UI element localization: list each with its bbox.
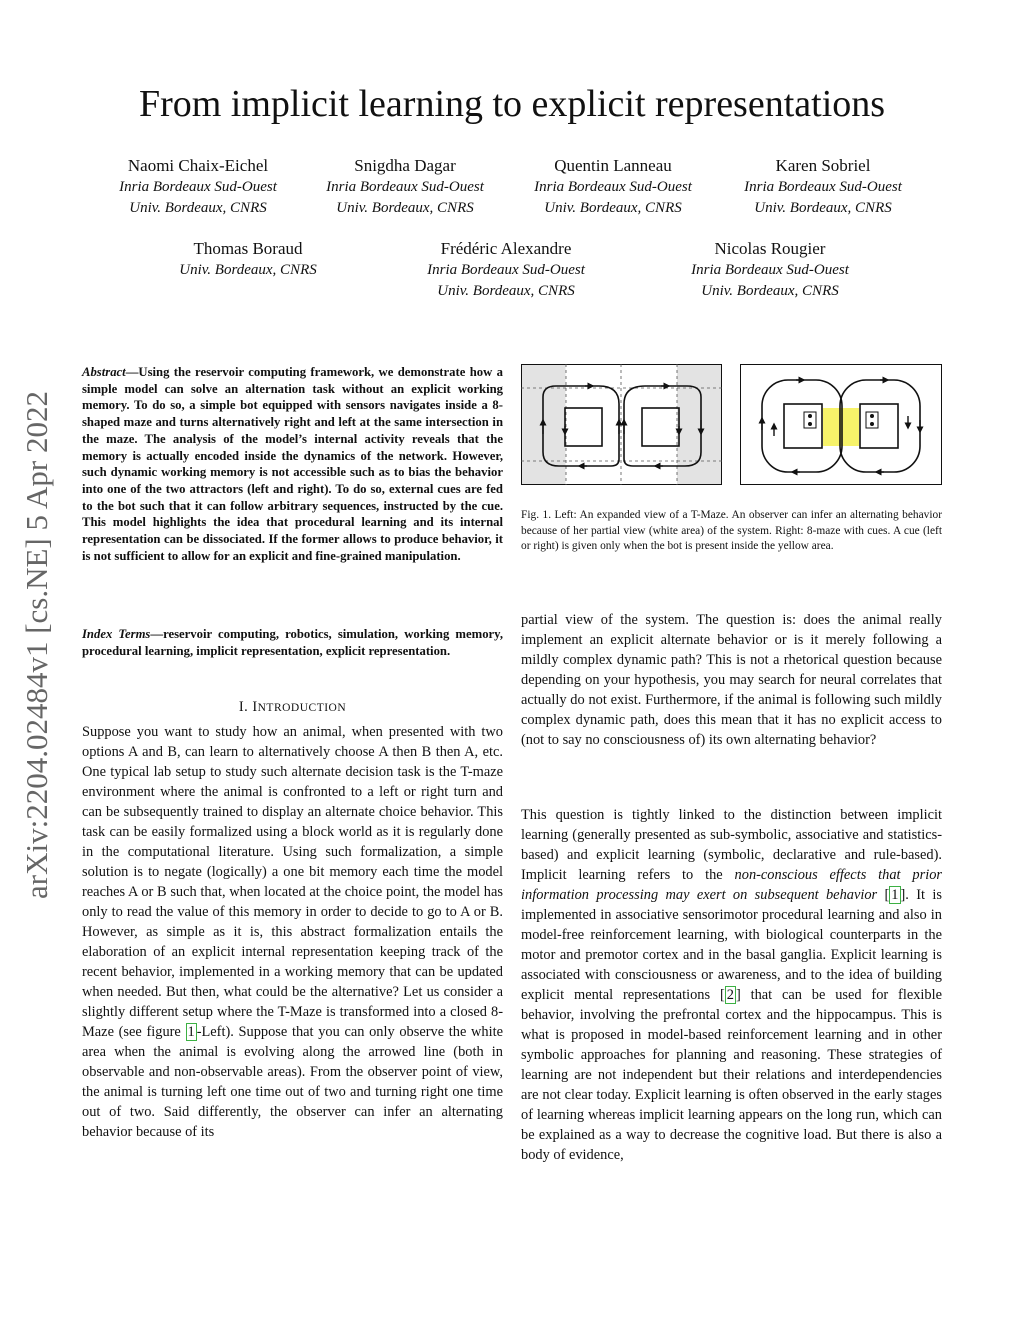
text-segment: This question is tightly linked to the distinction between implicit learning (generally presented as sub-symbolic, associative and statistics-based) and explicit learning (symbolic, declarative and rule-based). Implicit learning refers to the (521, 807, 942, 883)
author-block (660, 238, 880, 302)
intro-text-2: -Left). Suppose that you can only observe the white area when the animal is evolving along the arrowed line (both in observable and non-observable areas). From the observer point of view, the animal is turning left one time out of two and turning right one time out of two. Said differently, the observer can infer an alternating behavior because of its (82, 1024, 503, 1140)
citation-link-2[interactable]: 2 (726, 987, 734, 1003)
index-terms (82, 626, 503, 659)
author-block (88, 155, 308, 219)
author-name: Quentin Lanneau (554, 156, 672, 175)
author-affiliation: Inria Bordeaux Sud-Ouest (534, 179, 692, 195)
abstract-lead: Abstract (82, 365, 126, 379)
author-affiliation: Univ. Bordeaux, CNRS (129, 200, 267, 216)
author-block (713, 155, 933, 219)
author-affiliation: Inria Bordeaux Sud-Ouest (326, 179, 484, 195)
figure-reference-link[interactable]: 1 (187, 1024, 195, 1040)
citation-link-1[interactable]: 1 (891, 887, 899, 903)
author-name: Karen Sobriel (775, 156, 871, 175)
author-affiliation: Univ. Bordeaux, CNRS (754, 200, 892, 216)
intro-text-1: Suppose you want to study how an animal, when presented with two options A and B, can learn to alternatively choose A then B then A, etc. One typical lab setup to study such alternate decision task is the T-maze environment where the animal is confronted to a left or right turn and can be subsequently trained to display an alternate choice behavior. This task can be easily formalized using a block world as it is regularly done in the computational literature. Using such formalization, a simple solution is to negate (logically) a one bit memory each time the model reaches A or B such that, when located at the choice point, the model has only to read the value of this memory in order to decide to go to A or B. However, as simple as it is, this abstract formalization entails the elaboration of an explicit internal representation keeping track of the recent behavior, implemented in a working memory that can be updated when needed. But then, what could be the alternative? Let us consider a slightly different setup where the T-Maze is transformed into a closed 8-Maze (see figure (82, 724, 503, 1040)
author-name: Frédéric Alexandre (440, 239, 572, 258)
author-block (138, 238, 358, 281)
author-affiliation: Univ. Bordeaux, CNRS (336, 200, 474, 216)
paper-title: From implicit learning to explicit representations (138, 83, 886, 125)
right-paragraph-1: partial view of the system. The question is: does the animal really implement an explicit alternate behavior or is it merely following a mildly complex dynamic path? This is not a rhetorical question because depending on your hypothesis, you may search for neural correlates that actually do not exist. Furthermore, if the animal is following such mildly complex dynamic path, does this mean that it has no explicit access to (not to say no consciousness of) its own alternating behavior? (521, 612, 942, 748)
section-title-rest: NTRODUCTION (257, 702, 347, 714)
right-paragraph-2 (521, 805, 942, 1165)
author-name: Snigdha Dagar (354, 156, 456, 175)
eight-maze-figure (740, 364, 942, 485)
italic-segment: non-conscious effects that prior information processing may exert on subsequent behavior (521, 867, 942, 903)
arxiv-identifier (12, 360, 62, 930)
intro-paragraph (82, 722, 503, 1142)
author-block (295, 155, 515, 219)
figure-caption: Fig. 1. Left: An expanded view of a T-Maze. An observer can infer an alternating behavior because of her partial view (white area) of the system. Right: 8-maze with cues. A cue (left or right) is given only when the bot is present inside the yellow area. (521, 509, 942, 553)
author-affiliation: Univ. Bordeaux, CNRS (701, 283, 839, 299)
author-affiliation: Inria Bordeaux Sud-Ouest (691, 262, 849, 278)
author-affiliation: Inria Bordeaux Sud-Ouest (119, 179, 277, 195)
arxiv-id-text: arXiv:2204.02484v1 [cs.NE] 5 Apr 2022 (19, 391, 54, 899)
cue-area (823, 408, 859, 446)
index-terms-lead: Index Terms (82, 627, 151, 641)
author-affiliation: Univ. Bordeaux, CNRS (179, 262, 317, 278)
section-title-first: I (252, 699, 258, 715)
author-name: Nicolas Rougier (714, 239, 826, 258)
t-maze-figure (521, 364, 722, 485)
abstract-text: —Using the reservoir computing framework, we demonstrate how a simple model can solve an alternation task without an explicit working memory. To do so, a simple bot equipped with sensors navigates inside a 8-shaped maze and turns alternatively right and left at the same intersection in the maze. The analysis of the model’s internal activity reveals that the memory is actually encoded inside the dynamics of the network. However, such dynamic working memory is not accessible such as to bias the behavior into one of the two attractors (left and right). To do so, external cues are fed to the bot such that it can follow arbitrary sequences, instructed by the cue. This model highlights the idea that procedural learning and its internal representation can be dissociated. If the former allows to produce behavior, it is not sufficient to allow for an explicit and fine-grained manipulation. (82, 365, 503, 563)
index-terms-text: —reservoir computing, robotics, simulation, working memory, procedural learning, implicit representation, explicit representation. (82, 627, 503, 658)
author-affiliation: Inria Bordeaux Sud-Ouest (427, 262, 585, 278)
author-affiliation: Univ. Bordeaux, CNRS (544, 200, 682, 216)
author-affiliation: Univ. Bordeaux, CNRS (437, 283, 575, 299)
section-heading (82, 699, 503, 716)
author-name: Thomas Boraud (193, 239, 303, 258)
text-segment: [ (877, 887, 890, 903)
text-segment: ]. It is implemented in associative sensorimotor procedural learning and also in model-free reinforcement learning, with biological counterparts in the motor and premotor cortex and in the basal ganglia. Explicit learning is associated with consciousness or awareness, and to the idea of building explicit mental representations [ (521, 887, 942, 1003)
text-segment: ] that can be used for flexible behavior, involving the prefrontal cortex and the hippocampus. This is what is proposed in model-based reinforcement learning and in other symbolic approaches for planning and reasoning. These strategies of learning are not independent but their relations and interdependencies are not clear today. Explicit learning is often observed in the early stages of learning whereas implicit learning appears on the long run, which can be explained as a way to decrease the cognitive load. But there is also a body of evidence, (521, 987, 942, 1163)
abstract (82, 364, 503, 564)
author-name: Naomi Chaix-Eichel (127, 156, 269, 175)
section-number: I. (238, 699, 253, 715)
author-block (503, 155, 723, 219)
author-block (396, 238, 616, 302)
author-affiliation: Inria Bordeaux Sud-Ouest (744, 179, 902, 195)
